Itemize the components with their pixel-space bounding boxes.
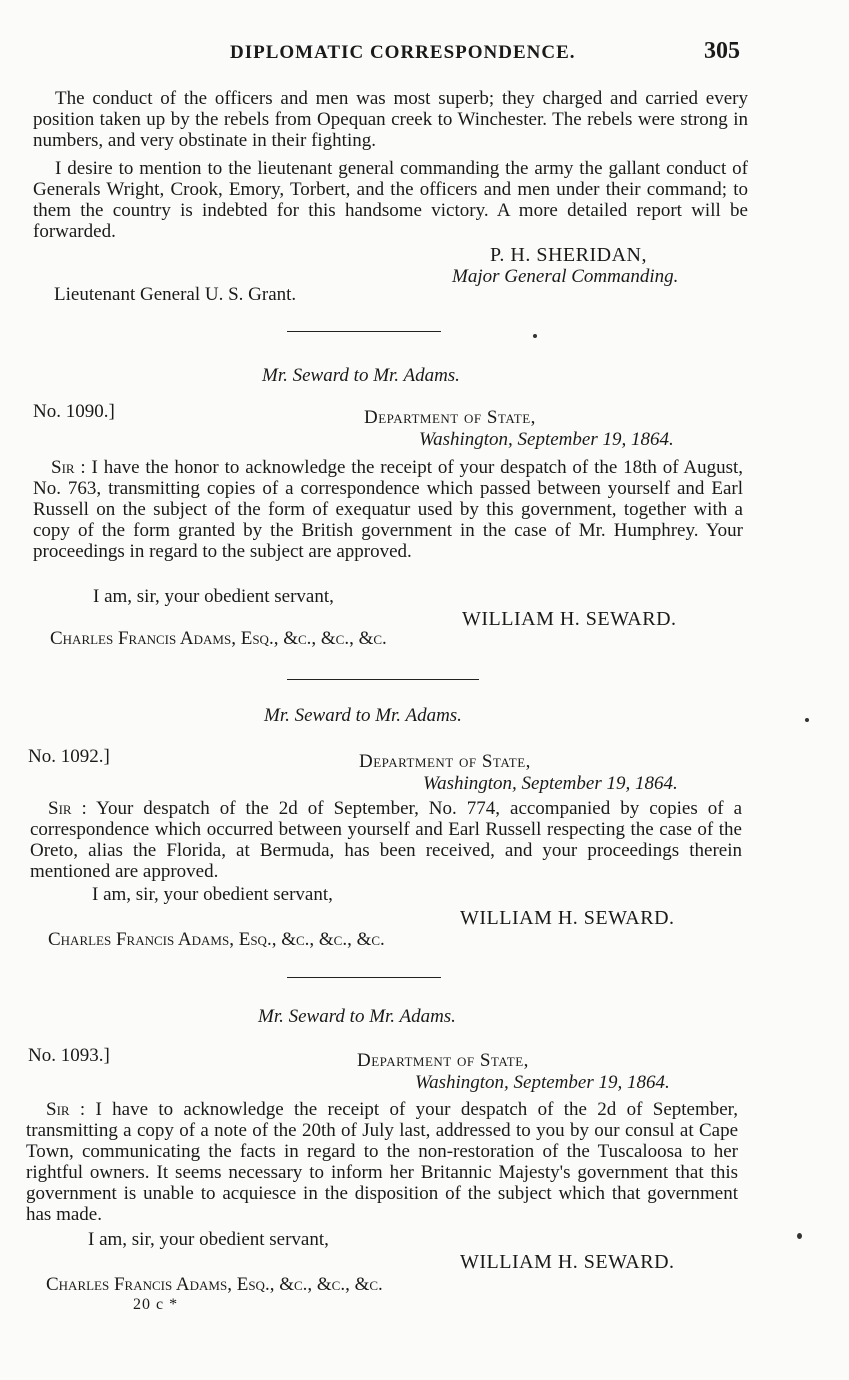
letter-addressee: Charles Francis Adams, Esq., &c., &c., &c.: [50, 628, 387, 649]
letter-signature: WILLIAM H. SEWARD.: [460, 1251, 675, 1273]
letter-number: No. 1093.]: [28, 1045, 110, 1066]
letter-heading: Mr. Seward to Mr. Adams.: [264, 705, 462, 726]
sheridan-paragraph-1: The conduct of the officers and men was most superb; they charged and carried every position taken up by the rebels from Opequan creek to Winchester. The rebels were strong in numbers, and very obstinate in their fighting.: [33, 88, 748, 151]
section-divider: [287, 977, 441, 978]
letter-number: No. 1090.]: [33, 401, 115, 422]
page-number: 305: [704, 38, 740, 64]
letter-closing: I am, sir, your obedient servant,: [93, 586, 334, 607]
sheridan-signature-name: P. H. SHERIDAN,: [490, 244, 647, 266]
letter-body: [26, 1099, 738, 1225]
letter-department: Department of State,: [357, 1050, 529, 1071]
letter-addressee: Charles Francis Adams, Esq., &c., &c., &c.: [48, 929, 385, 950]
printer-signature-mark: 20 c *: [133, 1296, 179, 1313]
letter-body-text: Your despatch of the 2d of September, No. 774, accompanied by copies of a correspondence which occurred between yourself and Earl Russell respecting the case of the Oreto, alias the Florida, at Bermuda, has been received, and your proceedings therein mentioned are approved.: [30, 798, 743, 882]
letter-salutation: Sir :: [51, 457, 86, 478]
running-head: DIPLOMATIC CORRESPONDENCE.: [230, 42, 576, 63]
page-header: [0, 38, 849, 68]
letter-salutation: Sir :: [46, 1099, 86, 1120]
letter-dateline: Washington, September 19, 1864.: [423, 773, 678, 794]
letter-heading: Mr. Seward to Mr. Adams.: [258, 1006, 456, 1027]
letter-dateline: Washington, September 19, 1864.: [415, 1072, 670, 1093]
letter-signature: WILLIAM H. SEWARD.: [462, 608, 677, 630]
print-speck: [533, 334, 537, 338]
letter-addressee: Charles Francis Adams, Esq., &c., &c., &c.: [46, 1274, 383, 1295]
print-speck: [805, 718, 809, 722]
sheridan-paragraph-2: I desire to mention to the lieutenant general commanding the army the gallant conduct of Generals Wright, Crook, Emory, Torbert, and the officers and men under their command; to them the country is indebted for this handsome victory. A more detailed report will be forwarded.: [33, 158, 748, 242]
letter-closing: I am, sir, your obedient servant,: [88, 1229, 329, 1250]
section-divider: [287, 679, 479, 680]
sheridan-signature-title: Major General Commanding.: [452, 266, 679, 287]
letter-department: Department of State,: [364, 407, 536, 428]
letter-closing: I am, sir, your obedient servant,: [92, 884, 333, 905]
letter-signature: WILLIAM H. SEWARD.: [460, 907, 675, 929]
letter-body-text: I have the honor to acknowledge the receipt of your despatch of the 18th of August, No. 763, transmitting copies of a correspondence which passed between yourself and Earl Russell on the subject of the form of exequatur used by this government, together with a copy of the form granted by the British government in the case of Mr. Humphrey. Your proceedings in regard to the subject are approved.: [33, 457, 744, 562]
print-speck: [797, 1233, 802, 1239]
letter-body: [33, 457, 743, 562]
sheridan-addressee: Lieutenant General U. S. Grant.: [54, 284, 297, 305]
letter-department: Department of State,: [359, 751, 531, 772]
letter-body-text: I have to acknowledge the receipt of your despatch of the 2d of September, transmitting a copy of a note of the 20th of July last, addressed to you by our consul at Cape Town, communicating the facts in regard to the non-restoration of the Tuscaloosa to her rightful owners. It seems necessary to inform her Britannic Majesty's government that this government is unable to acquiesce in the disposition of the subject which that government has made.: [26, 1099, 738, 1225]
letter-dateline: Washington, September 19, 1864.: [419, 429, 674, 450]
section-divider: [287, 331, 441, 332]
letter-heading: Mr. Seward to Mr. Adams.: [262, 365, 460, 386]
letter-salutation: Sir :: [48, 798, 87, 819]
letter-body: [30, 798, 742, 882]
letter-number: No. 1092.]: [28, 746, 110, 767]
